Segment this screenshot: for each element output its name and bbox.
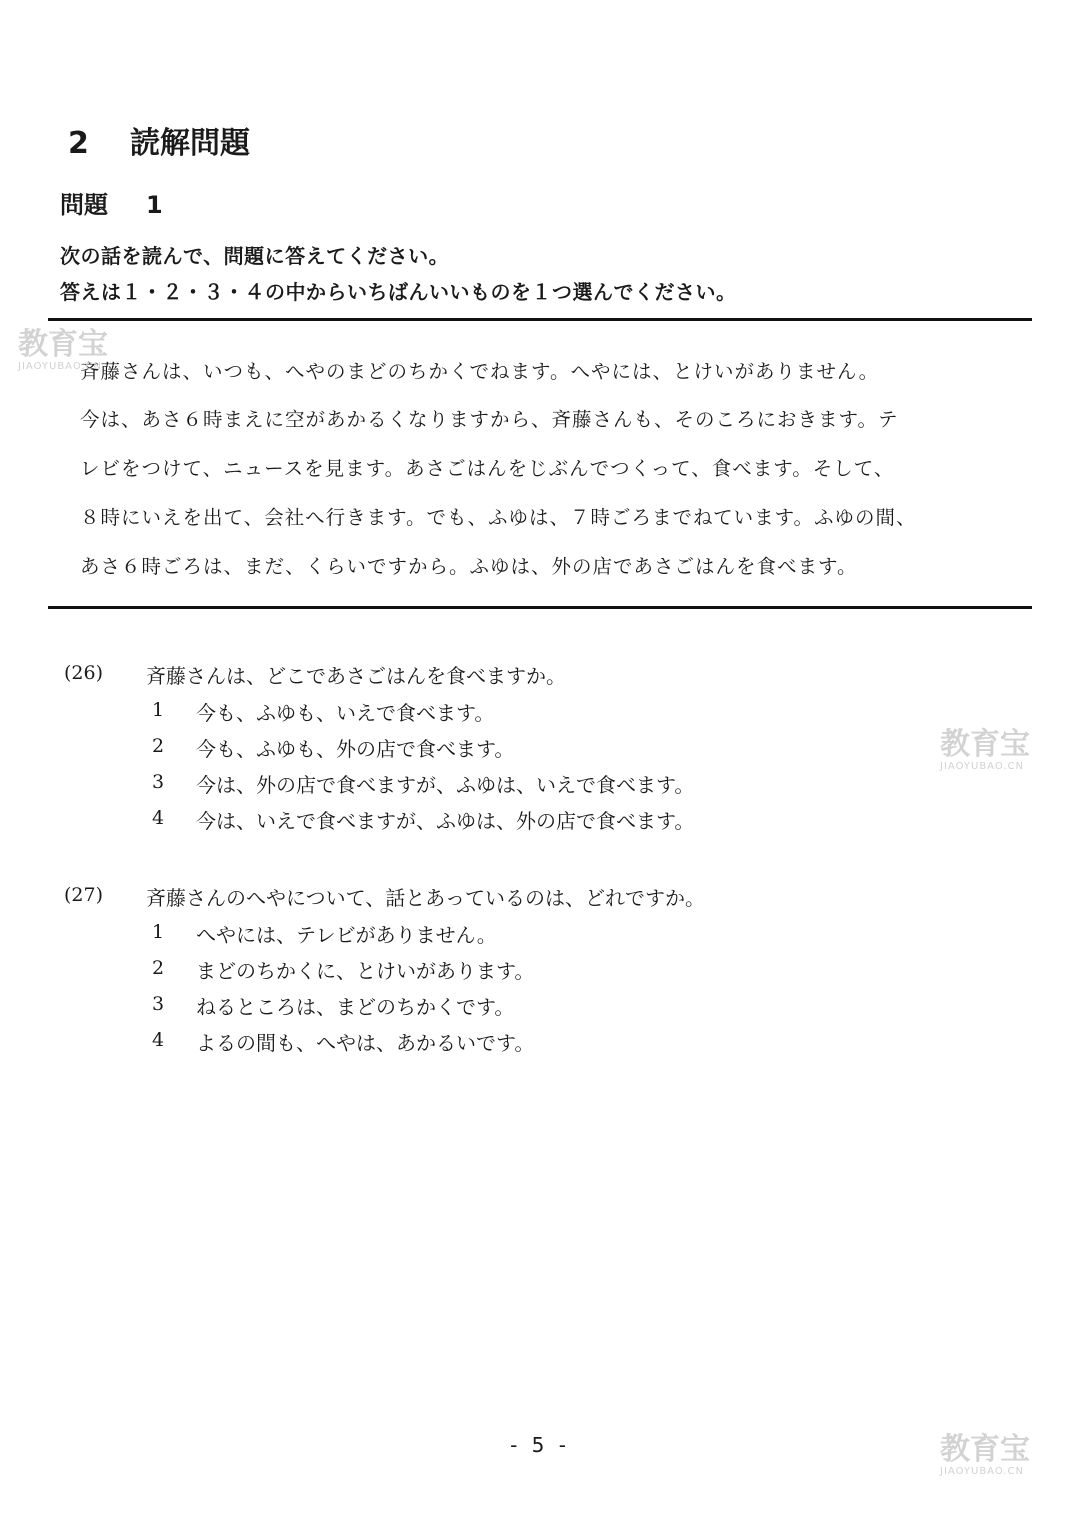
watermark-logo: 教育宝 JIAOYUBAO.CN xyxy=(18,327,108,372)
passage-line: 斉藤さんは、いつも、へやのまどのちかくでねます。へやには、とけいがありません。 xyxy=(80,360,880,383)
passage-line: レビをつけて、ニュースを見ます。あさごはんをじぶんでつくって、食べます。そして、 xyxy=(80,457,895,480)
watermark-logo: 教育宝 JIAOYUBAO.CN xyxy=(940,727,1030,772)
option-number: 3 xyxy=(152,993,165,1015)
passage-bottom-rule xyxy=(48,606,1032,609)
passage-top-rule xyxy=(48,318,1032,321)
option-text: 今も、ふゆも、外の店で食べます。 xyxy=(196,737,515,761)
watermark-logo: 教育宝 JIAOYUBAO.CN xyxy=(940,1432,1030,1477)
problem-label: 問題 xyxy=(60,191,108,219)
option-number: 4 xyxy=(152,807,165,829)
option-text: よるの間も、へやは、あかるいです。 xyxy=(196,1031,535,1055)
option-text: 今は、いえで食べますが、ふゆは、外の店で食べます。 xyxy=(196,809,695,833)
option-number: 2 xyxy=(152,735,165,757)
section-title xyxy=(68,118,250,162)
option-text: まどのちかくに、とけいがあります。 xyxy=(196,959,535,983)
question-text: 斉藤さんのへやについて、話とあっているのは、どれですか。 xyxy=(146,886,705,910)
option-text: 今は、外の店で食べますが、ふゆは、いえで食べます。 xyxy=(196,773,695,797)
section-title-text: 読解問題 xyxy=(130,126,250,161)
question-text: 斉藤さんは、どこであさごはんを食べますか。 xyxy=(146,664,566,688)
passage-line: あさ６時ごろは、まだ、くらいですから。ふゆは、外の店であさごはんを食べます。 xyxy=(80,555,858,578)
option-number: 1 xyxy=(152,699,165,721)
question-number: (27) xyxy=(64,884,104,906)
passage-line: ８時にいえを出て、会社へ行きます。でも、ふゆは、７時ごろまでねています。ふゆの間、 xyxy=(80,506,917,529)
option-number: 2 xyxy=(152,957,165,979)
option-number: 1 xyxy=(152,921,165,943)
option-text: へやには、テレビがありません。 xyxy=(196,923,497,947)
question-number: (26) xyxy=(64,662,104,684)
problem-number: 1 xyxy=(146,191,163,219)
option-number: 3 xyxy=(152,771,165,793)
section-number: 2 xyxy=(68,126,89,161)
option-text: 今も、ふゆも、いえで食べます。 xyxy=(196,701,495,725)
instruction-line-1: 次の話を読んで、問題に答えてください。 xyxy=(60,244,450,268)
option-number: 4 xyxy=(152,1029,165,1051)
problem-title xyxy=(60,185,163,220)
option-text: ねるところは、まどのちかくです。 xyxy=(196,995,515,1019)
instruction-line-2: 答えは１・２・３・４の中からいちばんいいものを１つ選んでください。 xyxy=(60,280,737,304)
page-number: - 5 - xyxy=(510,1433,570,1457)
passage-line: 今は、あさ６時まえに空があかるくなりますから、斉藤さんも、そのころにおきます。テ xyxy=(80,408,899,431)
